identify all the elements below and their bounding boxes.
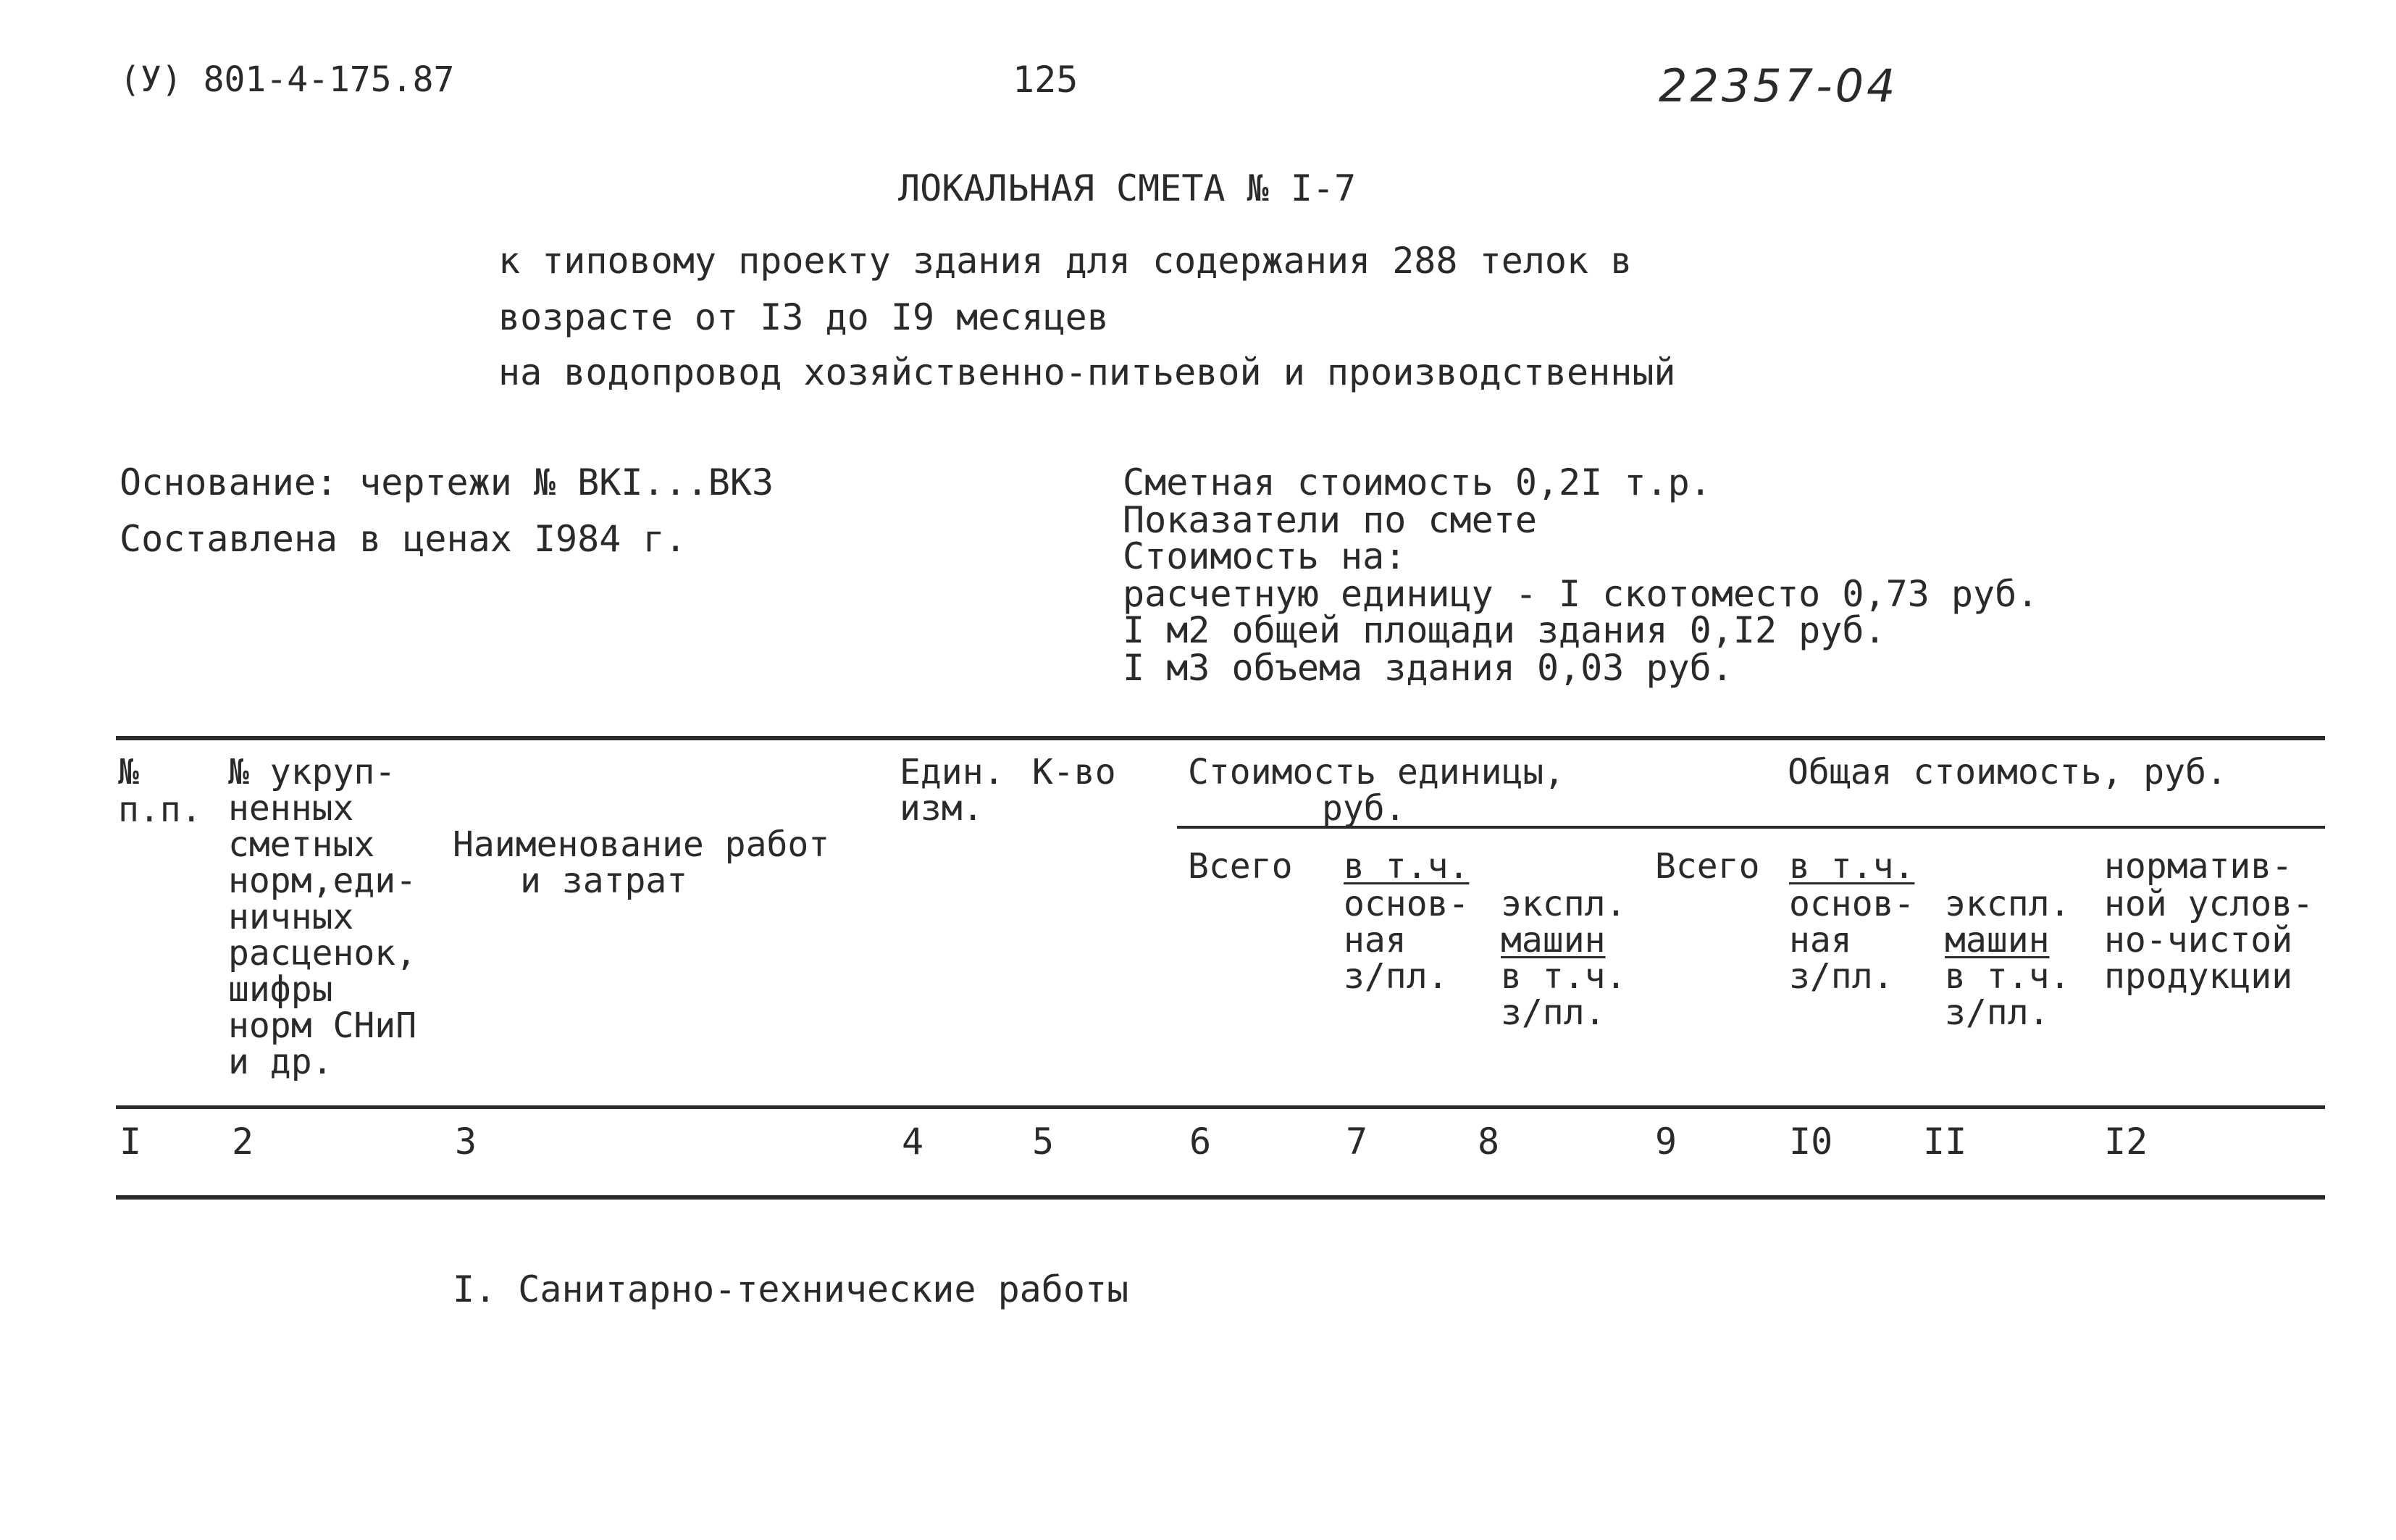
total-cost-machines-line-4: з/пл. xyxy=(1945,992,2050,1033)
section-title: I. Санитарно-технические работы xyxy=(453,1268,1129,1310)
total-cost-total: Всего xyxy=(1655,846,1760,887)
unit-cost-basic-line-2: ная xyxy=(1344,920,1407,961)
col-quantity: К-во xyxy=(1032,752,1116,792)
unit-cost-heading: Стоимость единицы, xyxy=(1188,752,1565,792)
basis-drawings: Основание: чертежи № ВКI...ВК3 xyxy=(120,461,774,503)
unit-cost-machines-line-4: з/пл. xyxy=(1501,992,1606,1033)
col-work-name-line-2: и затрат xyxy=(520,861,688,901)
subtitle-line-2: возрасте от I3 до I9 месяцев xyxy=(498,296,1109,338)
column-number: 3 xyxy=(455,1121,477,1163)
col-number-pp: п.п. xyxy=(118,790,202,830)
cost-per-heading: Стоимость на: xyxy=(1123,535,1407,577)
col-norms-line-4: норм,еди- xyxy=(228,861,417,901)
unit-cost-machines-line-1: экспл. xyxy=(1501,884,1627,924)
col-norms-line-6: расценок, xyxy=(228,933,417,974)
unit-cost-total: Всего xyxy=(1188,846,1293,887)
normative-line-2: ной услов- xyxy=(2104,884,2313,924)
normative-line-4: продукции xyxy=(2104,956,2293,997)
unit-cost-rub: руб. xyxy=(1322,788,1406,829)
column-number: 7 xyxy=(1346,1121,1368,1163)
basis-prices: Составлена в ценах I984 г. xyxy=(120,518,687,560)
total-cost-machines-line-1: экспл. xyxy=(1945,884,2071,924)
total-cost-basic-line-1: основ- xyxy=(1789,884,1915,924)
table-top-rule xyxy=(116,736,2325,740)
col-work-name-line-1: Наименование работ xyxy=(453,824,830,865)
col-norms-line-3: сметных xyxy=(228,824,375,865)
total-cost-machines-line-3: в т.ч. xyxy=(1945,956,2071,997)
col-norms-line-5: ничных xyxy=(228,897,354,937)
indicators-heading: Показатели по смете xyxy=(1123,499,1537,541)
normative-line-1: норматив- xyxy=(2104,846,2293,887)
col-norms-line-8: норм СНиП xyxy=(228,1005,417,1046)
unit-cost-machines-line-3: в т.ч. xyxy=(1501,956,1627,997)
header-bottom-rule xyxy=(116,1105,2325,1109)
col-norms-line-1: № укруп- xyxy=(228,752,396,792)
unit-cost-machines-line-2: машин xyxy=(1501,920,1606,961)
total-cost-machines-line-2: машин xyxy=(1945,920,2050,961)
col-norms-line-7: шифры xyxy=(228,969,333,1010)
table-bottom-rule xyxy=(116,1195,2325,1200)
column-number: I xyxy=(120,1121,142,1163)
document-number: 22357-04 xyxy=(1659,59,1898,112)
column-number: I0 xyxy=(1789,1121,1833,1163)
col-unit-line-1: Един. xyxy=(900,752,1005,792)
column-number: II xyxy=(1923,1121,1967,1163)
cost-per-unit: расчетную единицу - I скотоместо 0,73 руб. xyxy=(1123,573,2039,615)
total-cost-incl: в т.ч. xyxy=(1789,846,1915,887)
cost-per-m2: I м2 общей площади здания 0,I2 руб. xyxy=(1123,609,1886,651)
col-number-sign: № xyxy=(118,752,139,792)
page-number: 125 xyxy=(1013,59,1078,101)
column-number: 4 xyxy=(902,1121,924,1163)
unit-cost-basic-line-1: основ- xyxy=(1344,884,1470,924)
col-norms-line-9: и др. xyxy=(228,1042,333,1082)
project-code: (У) 801-4-175.87 xyxy=(120,59,455,100)
estimate-cost: Сметная стоимость 0,2I т.р. xyxy=(1123,461,1712,503)
column-number: 9 xyxy=(1655,1121,1677,1163)
total-cost-basic-line-2: ная xyxy=(1789,920,1852,961)
total-cost-basic-line-3: з/пл. xyxy=(1789,956,1894,997)
column-number: 8 xyxy=(1478,1121,1500,1163)
normative-line-3: но-чистой xyxy=(2104,920,2293,961)
unit-cost-basic-line-3: з/пл. xyxy=(1344,956,1449,997)
column-number: 5 xyxy=(1032,1121,1055,1163)
page-title: ЛОКАЛЬНАЯ СМЕТА № I-7 xyxy=(898,167,1357,209)
subtitle-line-1: к типовому проекту здания для содержания 288 телок в xyxy=(498,240,1633,282)
col-unit-line-2: изм. xyxy=(900,788,984,829)
unit-cost-incl: в т.ч. xyxy=(1344,846,1470,887)
col-norms-line-2: ненных xyxy=(228,788,354,829)
cost-per-m3: I м3 объема здания 0,03 руб. xyxy=(1123,647,1733,689)
column-number: 2 xyxy=(232,1121,254,1163)
column-number: I2 xyxy=(2104,1121,2148,1163)
column-number: 6 xyxy=(1189,1121,1212,1163)
total-cost-heading: Общая стоимость, руб. xyxy=(1788,752,2227,792)
subtitle-line-3: на водопровод хозяйственно-питьевой и производственный xyxy=(498,351,1676,393)
